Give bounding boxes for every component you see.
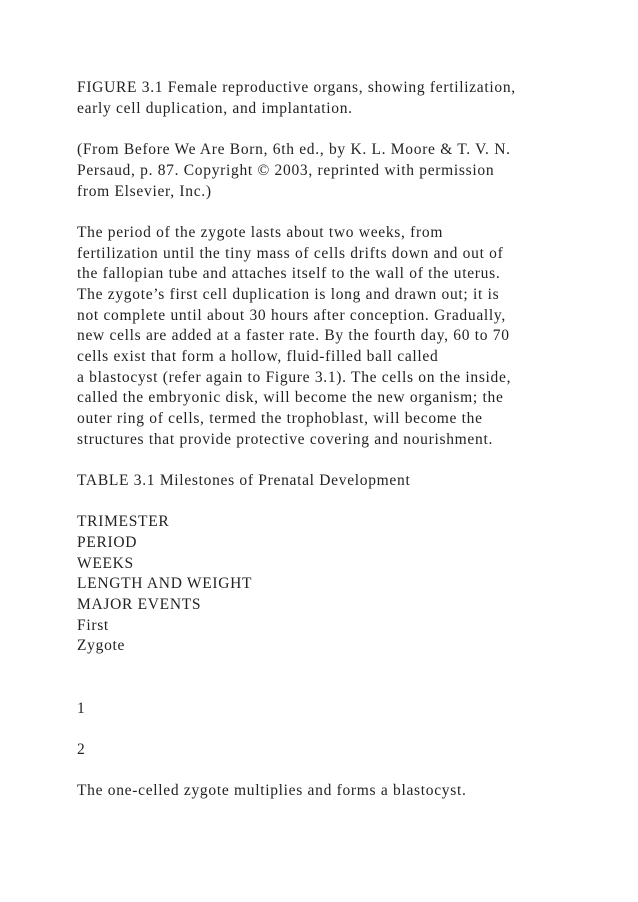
table-header-weeks: WEEKS (77, 555, 134, 572)
body-paragraph-line-4: The zygote’s first cell duplication is long and drawn out; it is (77, 286, 500, 303)
table-header-trimester: TRIMESTER (77, 513, 170, 530)
source-credit-line-1: (From Before We Are Born, 6th ed., by K. L. Moore & T. V. N. (77, 141, 511, 158)
table-header-length-weight: LENGTH AND WEIGHT (77, 575, 253, 592)
figure-caption-line-2: early cell duplication, and implantation. (77, 100, 353, 117)
table-cell-trimester: First (77, 617, 109, 634)
source-credit-line-3: from Elsevier, Inc.) (77, 183, 212, 200)
table-header-period: PERIOD (77, 534, 138, 551)
body-paragraph-line-1: The period of the zygote lasts about two weeks, from (77, 224, 444, 241)
body-paragraph-line-8: a blastocyst (refer again to Figure 3.1). The cells on the inside, (77, 369, 512, 386)
table-title: TABLE 3.1 Milestones of Prenatal Development (77, 472, 411, 489)
body-paragraph-line-2: fertilization until the tiny mass of cells drifts down and out of (77, 245, 504, 262)
table-header-major-events: MAJOR EVENTS (77, 596, 202, 613)
figure-caption-line-1: FIGURE 3.1 Female reproductive organs, showing fertilization, (77, 79, 516, 96)
table-cell-period: Zygote (77, 637, 126, 654)
table-cell-major-events: The one-celled zygote multiplies and forms a blastocyst. (77, 782, 467, 799)
body-paragraph-line-11: structures that provide protective covering and nourishment. (77, 431, 494, 448)
body-paragraph-line-9: called the embryonic disk, will become the new organism; the (77, 389, 504, 406)
table-cell-weeks-end: 2 (77, 741, 86, 758)
source-credit-line-2: Persaud, p. 87. Copyright © 2003, reprinted with permission (77, 162, 495, 179)
body-paragraph-line-5: not complete until about 30 hours after conception. Gradually, (77, 307, 506, 324)
body-paragraph-line-10: outer ring of cells, termed the trophoblast, will become the (77, 410, 483, 427)
table-cell-weeks-start: 1 (77, 700, 86, 717)
body-paragraph-line-7: cells exist that form a hollow, fluid-filled ball called (77, 348, 439, 365)
body-paragraph-line-6: new cells are added at a faster rate. By the fourth day, 60 to 70 (77, 327, 510, 344)
body-paragraph-line-3: the fallopian tube and attaches itself to the wall of the uterus. (77, 265, 501, 282)
